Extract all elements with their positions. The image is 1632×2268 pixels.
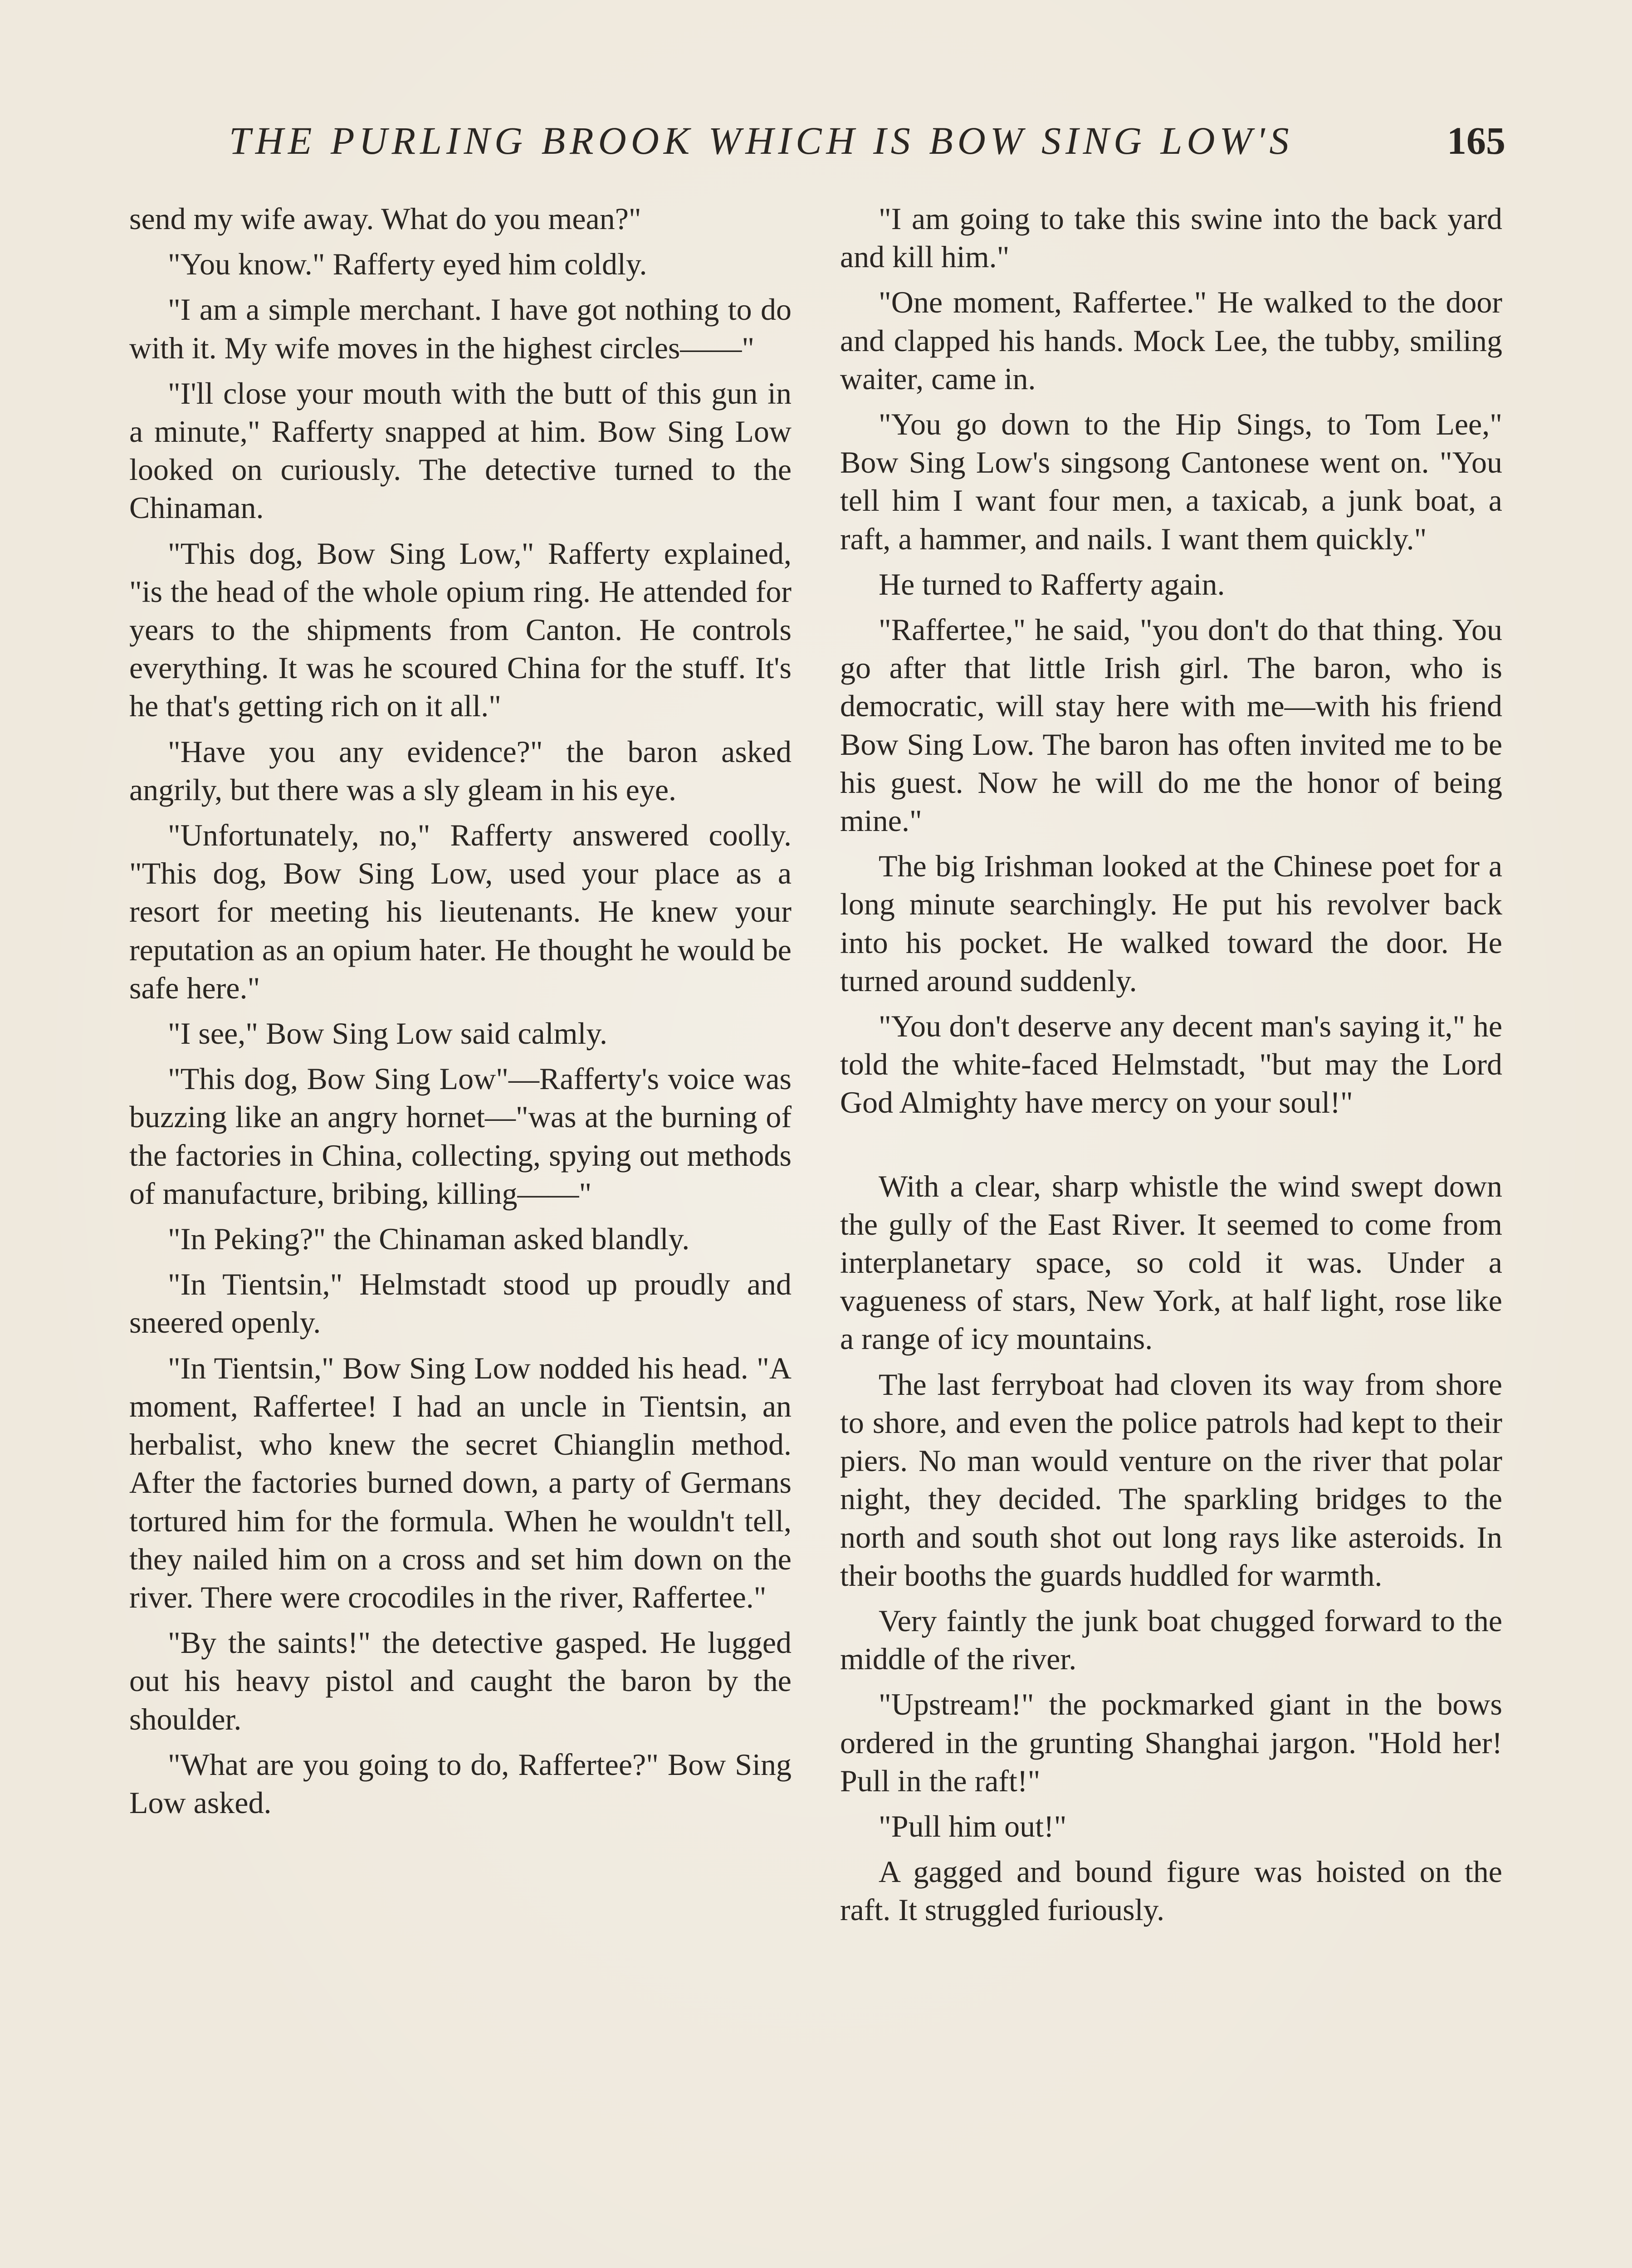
paragraph: "I'll close your mouth with the butt of this gun in a minute," Rafferty snapped at him. Bow Sing Low looked on curiously. The detective turned to the Chinaman.: [129, 376, 792, 525]
paragraph: "Pull him out!": [879, 1809, 1067, 1843]
paragraph: "You don't deserve any decent man's saying it," he told the white-faced Helmstadt, "but may the Lord God Almighty have mercy on your soul!": [840, 1009, 1502, 1120]
paragraph: "Unfortunately, no," Rafferty answered coolly. "This dog, Bow Sing Low, used your place as a resort for meeting his lieutenants. He knew your reputation as an opium hater. He thought he would be safe here.": [129, 818, 792, 1005]
paragraph: "What are you going to do, Raffertee?" Bow Sing Low asked.: [129, 1747, 792, 1820]
paragraph: "You go down to the Hip Sings, to Tom Lee," Bow Sing Low's singsong Cantonese went on. "You tell him I want four men, a taxicab, a junk boat, a raft, a hammer, and nails. I want them quickly.": [840, 407, 1502, 556]
paragraph: With a clear, sharp whistle the wind swept down the gully of the East River. It seemed to come from interplanetary space, so cold it was. Under a vagueness of stars, New York, at half light, rose like a range of icy mountains.: [840, 1168, 1502, 1356]
paragraph: "In Tientsin," Helmstadt stood up proudly and sneered openly.: [129, 1267, 792, 1340]
paragraph: "This dog, Bow Sing Low"—Rafferty's voice was buzzing like an angry hornet—"was at the burning of the factories in China, collecting, spying out methods of manufacture, bribing, killing——": [129, 1061, 792, 1211]
paragraph: "This dog, Bow Sing Low," Rafferty explained, "is the head of the whole opium ring. He attended for years to the shipments from Canton. He controls everything. It was he scoured China for the stuff. It's he that's getting rich on it all.": [129, 536, 792, 723]
paragraph: "I am going to take this swine into the back yard and kill him.": [840, 201, 1502, 274]
running-header: [0, 116, 1632, 166]
paragraph: "In Peking?" the Chinaman asked blandly.: [168, 1222, 690, 1256]
paragraph: He turned to Rafferty again.: [879, 567, 1225, 601]
paragraph: "Have you any evidence?" the baron asked angrily, but there was a sly gleam in his eye.: [129, 734, 792, 807]
paragraph: A gagged and bound figure was hoisted on the raft. It struggled furiously.: [840, 1854, 1502, 1927]
paragraph: "You know." Rafferty eyed him coldly.: [168, 247, 647, 282]
paragraph: "I am a simple merchant. I have got nothing to do with it. My wife moves in the highest circles——": [129, 292, 792, 365]
paragraph: "I see," Bow Sing Low said calmly.: [168, 1016, 607, 1051]
running-title: THE PURLING BROOK WHICH IS BOW SING LOW'S: [229, 119, 1294, 162]
paragraph: Very faintly the junk boat chugged forward to the middle of the river.: [840, 1603, 1502, 1677]
paragraph: send my wife away. What do you mean?": [129, 201, 641, 236]
paragraph: "By the saints!" the detective gasped. He lugged out his heavy pistol and caught the baron by the shoulder.: [129, 1625, 792, 1736]
left-text-column: [129, 200, 792, 1829]
paragraph: "In Tientsin," Bow Sing Low nodded his head. "A moment, Raffertee! I had an uncle in Tientsin, an herbalist, who knew the secret Chianglin method. After the factories burned down, a party of Germans tortured him for the formula. When he wouldn't tell, they nailed him on a cross and set him down on the river. There were crocodiles in the river, Raffertee.": [129, 1350, 792, 1614]
paragraph: The last ferryboat had cloven its way from shore to shore, and even the police patrols had kept to their piers. No man would venture on the river that polar night, they decided. The sparkling bridges to the north and south shot out long rays like asteroids. In their booths the guards huddled for warmth.: [840, 1367, 1502, 1593]
paragraph: "One moment, Raffertee." He walked to the door and clapped his hands. Mock Lee, the tubby, smiling waiter, came in.: [840, 285, 1502, 396]
paragraph: The big Irishman looked at the Chinese poet for a long minute searchingly. He put his revolver back into his pocket. He walked toward the door. He turned around suddenly.: [840, 849, 1502, 998]
paragraph: "Upstream!" the pockmarked giant in the bows ordered in the grunting Shanghai jargon. "Hold her! Pull in the raft!": [840, 1687, 1502, 1798]
paragraph: "Raffertee," he said, "you don't do that thing. You go after that little Irish girl. The baron, who is democratic, will stay here with me—with his friend Bow Sing Low. The baron has often invited me to be his guest. Now he will do me the honor of being mine.": [840, 612, 1502, 838]
right-text-column: [840, 200, 1502, 1936]
page-number: 165: [1447, 119, 1505, 162]
section-break: [840, 1129, 1502, 1167]
